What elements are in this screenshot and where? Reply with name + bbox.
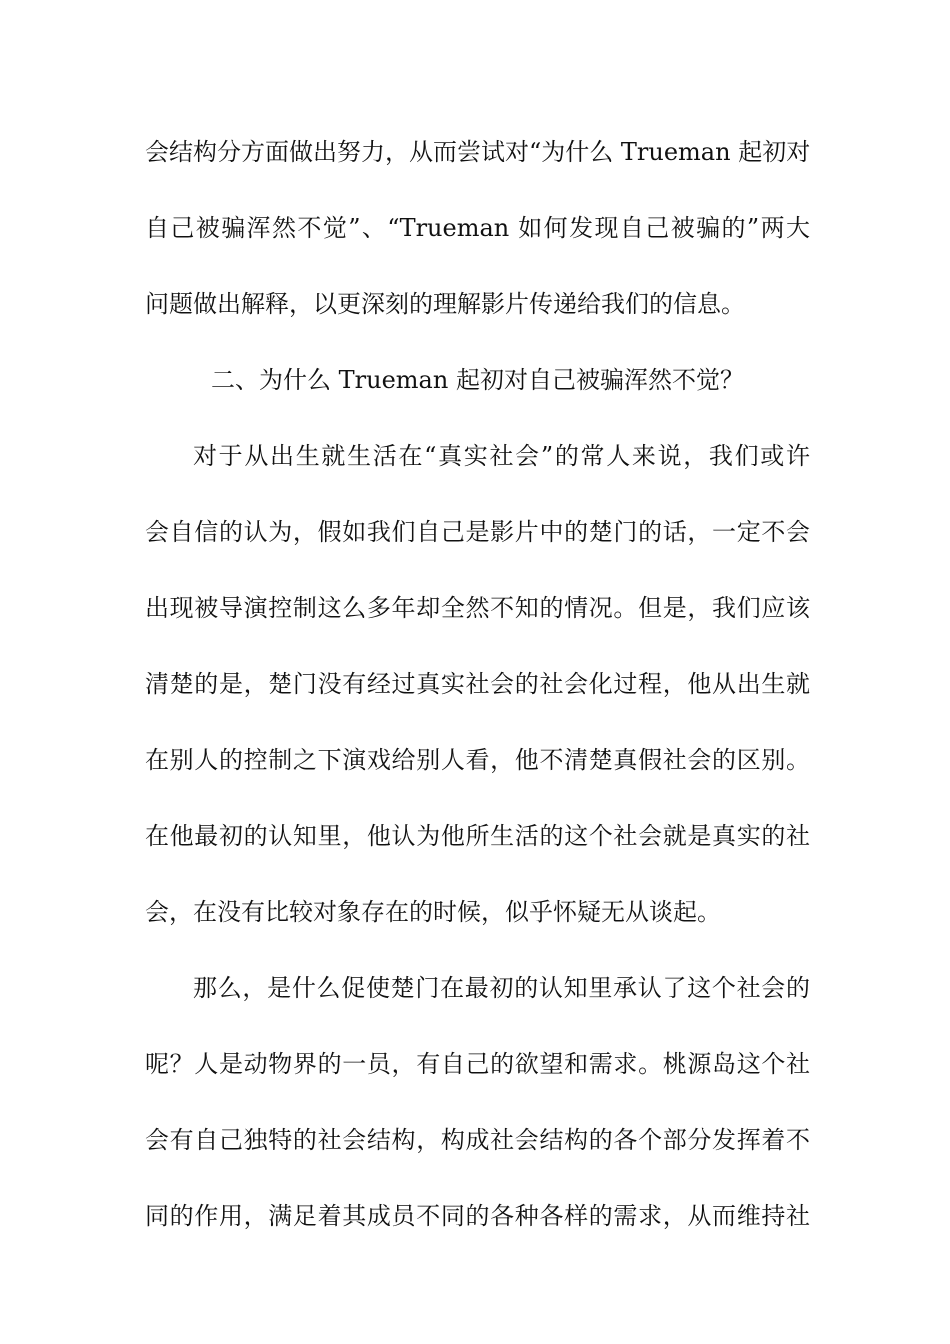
text-line: 会自信的认为，假如我们自己是影片中的楚门的话，一定不会 xyxy=(145,518,810,546)
text-line: 在他最初的认知里，他认为他所生活的这个社会就是真实的社 xyxy=(145,822,810,850)
text-line: 会结构分方面做出努力，从而尝试对“为什么 Trueman 起初对 xyxy=(145,138,811,166)
text-line: 呢？人是动物界的一员，有自己的欲望和需求。桃源岛这个社 xyxy=(145,1050,810,1078)
text-line: 问题做出解释，以更深刻的理解影片传递给我们的信息。 xyxy=(145,290,745,318)
text-line: 同的作用，满足着其成员不同的各种各样的需求，从而维持社 xyxy=(145,1202,810,1230)
text-line: 对于从出生就生活在“真实社会”的常人来说，我们或许 xyxy=(193,442,810,470)
text-line: 出现被导演控制这么多年却全然不知的情况。但是，我们应该 xyxy=(145,594,810,622)
text-line: 自己被骗浑然不觉”、“Trueman 如何发现自己被骗的”两大 xyxy=(145,214,810,242)
text-line: 会，在没有比较对象存在的时候，似乎怀疑无从谈起。 xyxy=(145,898,721,926)
text-line: 那么，是什么促使楚门在最初的认知里承认了这个社会的 xyxy=(193,974,810,1002)
text-line: 清楚的是，楚门没有经过真实社会的社会化过程，他从出生就 xyxy=(145,670,810,698)
text-line: 在别人的控制之下演戏给别人看，他不清楚真假社会的区别。 xyxy=(145,746,810,774)
section-heading: 二、为什么 Trueman 起初对自己被骗浑然不觉？ xyxy=(211,366,744,394)
document-body xyxy=(145,128,810,1268)
text-line: 会有自己独特的社会结构，构成社会结构的各个部分发挥着不 xyxy=(145,1126,810,1154)
